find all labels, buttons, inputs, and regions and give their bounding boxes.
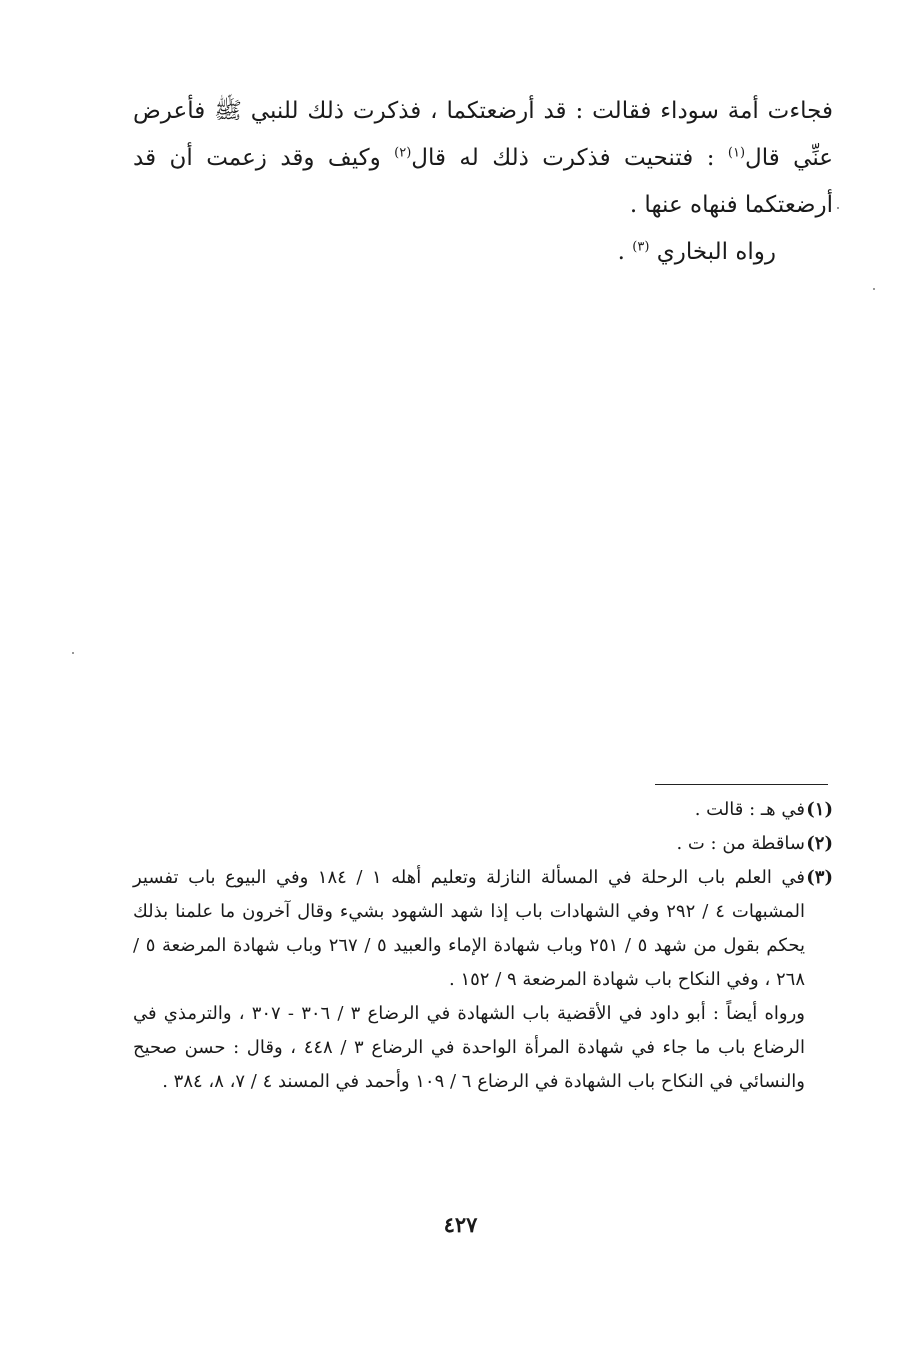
scan-speck xyxy=(837,207,839,209)
narration-end: . xyxy=(617,239,633,265)
main-paragraph-part2: : فتنحيت فذكرت ذلك له قال xyxy=(411,145,728,171)
narration-line xyxy=(618,232,776,272)
footnote-1-text: في هـ : قالت . xyxy=(694,799,805,820)
footnote-3-continuation: ورواه أيضاً : أبو داود في الأقضية باب الشهادة في الرضاع ٣ / ٣٠٦ - ٣٠٧ ، والترمذي في الرضاع باب ما جاء في شهادة المرأة الواحدة في الرضاع ٣ / ٤٤٨ ، وقال : حسن صحيح والنسائي في النكاح باب الشهادة في الرضاع ٦ / ١٠٩ وأحمد في المسند ٤ / ٧، ٨، ٣٨٤ . xyxy=(133,1003,805,1092)
scan-speck xyxy=(72,652,74,654)
footnote-3-number: (٣) xyxy=(806,867,833,888)
page-number: ٤٢٧ xyxy=(443,1212,478,1237)
main-paragraph-part3: وكيف وقد زعمت أن قد أرضعتكما فنهاه عنها . xyxy=(133,145,833,218)
footnote-ref-3: (٣) xyxy=(632,239,650,255)
footnote-2 xyxy=(133,827,833,861)
footnote-ref-1: (١) xyxy=(727,145,746,161)
main-paragraph xyxy=(133,88,833,229)
footnote-2-number: (٢) xyxy=(806,833,833,854)
scan-speck xyxy=(873,288,875,290)
footnote-1 xyxy=(133,793,833,827)
narration-text: رواه البخاري xyxy=(656,239,776,265)
main-text-block xyxy=(133,88,833,229)
footnote-3 xyxy=(133,861,833,997)
footnote-1-number: (١) xyxy=(806,799,833,820)
main-paragraph-part1: فجاءت أمة سوداء فقالت : قد أرضعتكما ، فذكرت ذلك للنبي ﷺ فأعرض عنِّي قال xyxy=(133,98,833,171)
footnote-2-text: ساقطة من : ت . xyxy=(676,833,805,854)
footnotes-section xyxy=(133,793,833,1099)
footnote-3-text: في العلم باب الرحلة في المسألة النازلة وتعليم أهله ١ / ١٨٤ وفي البيوع باب تفسير المشبهات ٤ / ٢٩٢ وفي الشهادات باب إذا شهد الشهود بشيء وقال آخرون ما علمنا بذلك يحكم بقول من شهد ٥ / ٢٥١ وباب شهادة الإماء والعبيد ٥ / ٢٦٧ وباب شهادة المرضعة ٥ / ٢٦٨ ، وفي النكاح باب شهادة المرضعة ٩ / ١٥٢ . xyxy=(133,867,805,990)
footnote-ref-2: (٢) xyxy=(394,145,412,161)
footnote-divider xyxy=(655,784,828,785)
